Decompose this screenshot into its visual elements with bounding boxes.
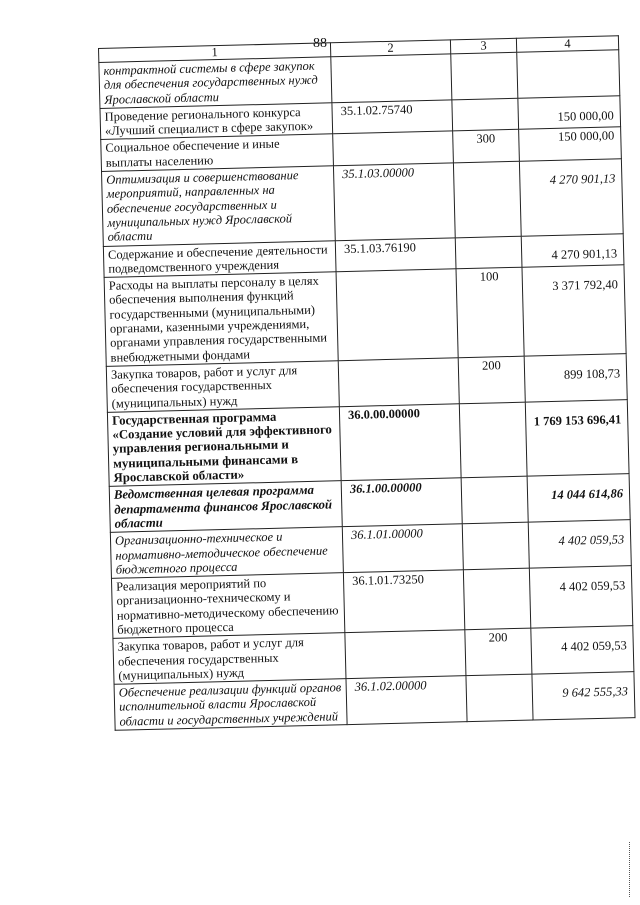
row-code-cell: 35.1.02.75740	[332, 100, 453, 135]
row-name-cell: Содержание и обеспечение деятельности подведомственного учреждения	[103, 240, 336, 277]
row-name-cell: Организационно-техническое и нормативно-методическое обеспечение бюджетного процесса	[110, 527, 343, 579]
row-expense-type-cell: 300	[453, 130, 520, 163]
row-name-cell: Расходы на выплаты персоналу в целях обеспечения выполнения функций государственными (муниципальными) органами, казенными учреждениями, органами управления государственными внебюджетными фондами	[104, 272, 338, 366]
row-name-cell: Государственная программа «Создание условий для эффективного управления региональными и муниципальными финансами в Ярославской области»	[107, 407, 341, 487]
table-row	[107, 400, 629, 487]
table-row	[102, 159, 624, 246]
margin-scan-mark	[629, 842, 632, 897]
row-name-cell: Реализация мероприятий по организационно-техническому и нормативно-методическому обеспечению бюджетного процесса	[111, 573, 344, 639]
row-amount-cell: 899 108,73	[524, 354, 627, 402]
header-col-2: 2	[330, 40, 450, 57]
row-code-cell	[336, 269, 458, 361]
row-code-cell: 36.1.00.00000	[341, 478, 462, 527]
row-code-cell	[331, 54, 452, 103]
header-col-1: 1	[99, 43, 331, 63]
row-name-cell: контрактной системы в сфере закупок для обеспечения государственных нужд Ярославской области	[99, 57, 332, 109]
page-number: 88	[313, 36, 327, 51]
row-amount-cell: 4 402 059,53	[528, 520, 631, 568]
row-name-cell: Закупка товаров, работ и услуг для обеспечения государственных (муниципальных) нужд	[113, 633, 346, 685]
row-amount-cell: 4 270 901,13	[519, 159, 623, 236]
row-expense-type-cell	[463, 568, 530, 630]
budget-table-sheet	[98, 35, 635, 731]
row-expense-type-cell	[462, 522, 529, 569]
row-expense-type-cell	[461, 476, 528, 523]
row-code-cell: 36.1.01.00000	[342, 524, 463, 573]
row-amount-cell: 4 402 059,53	[529, 566, 632, 629]
row-amount-cell: 150 000,00	[519, 127, 622, 161]
row-expense-type-cell	[451, 52, 518, 99]
row-expense-type-cell: 200	[465, 628, 532, 675]
row-code-cell: 36.0.00.00000	[339, 404, 461, 481]
budget-table	[98, 35, 636, 731]
row-expense-type-cell	[455, 236, 522, 269]
row-amount-cell: 150 000,00	[518, 96, 621, 130]
table-row	[104, 265, 626, 366]
row-amount-cell: 9 642 555,33	[532, 672, 635, 720]
row-name-cell: Оптимизация и совершенствование мероприятий, направленных на обеспечение государственных и муниципальных нужд Ярославской области	[102, 166, 336, 246]
row-code-cell: 35.1.03.00000	[333, 163, 455, 240]
row-code-cell: 35.1.03.76190	[335, 237, 456, 272]
row-amount-cell: 14 044 614,86	[527, 474, 630, 522]
table-body	[99, 50, 635, 731]
header-col-3: 3	[450, 38, 516, 54]
row-expense-type-cell	[453, 161, 521, 237]
row-code-cell: 36.1.01.73250	[343, 570, 464, 633]
row-code-cell	[338, 358, 459, 407]
row-expense-type-cell: 200	[458, 356, 525, 403]
row-expense-type-cell: 100	[456, 267, 524, 357]
header-col-4: 4	[516, 36, 618, 52]
row-amount-cell: 1 769 153 696,41	[525, 400, 629, 477]
row-code-cell	[333, 131, 454, 166]
row-expense-type-cell	[466, 674, 533, 721]
row-amount-cell	[517, 50, 620, 98]
row-amount-cell: 4 270 901,13	[521, 233, 624, 267]
row-name-cell: Проведение регионального конкурса «Лучший специалист в сфере закупок»	[100, 103, 333, 140]
row-name-cell: Социальное обеспечение и иные выплаты населению	[101, 134, 334, 171]
row-code-cell: 36.1.02.00000	[346, 676, 467, 725]
row-name-cell: Обеспечение реализации функций органов исполнительной власти Ярославской области и государственных учреждений	[114, 679, 347, 731]
row-expense-type-cell	[452, 98, 519, 131]
row-code-cell	[345, 630, 466, 679]
row-name-cell: Ведомственная целевая программа департамента финансов Ярославской области	[109, 481, 342, 533]
row-amount-cell: 4 402 059,53	[531, 626, 634, 674]
row-expense-type-cell	[459, 402, 527, 478]
row-amount-cell: 3 371 792,40	[522, 265, 626, 356]
row-name-cell: Закупка товаров, работ и услуг для обеспечения государственных (муниципальных) нужд	[106, 361, 339, 413]
